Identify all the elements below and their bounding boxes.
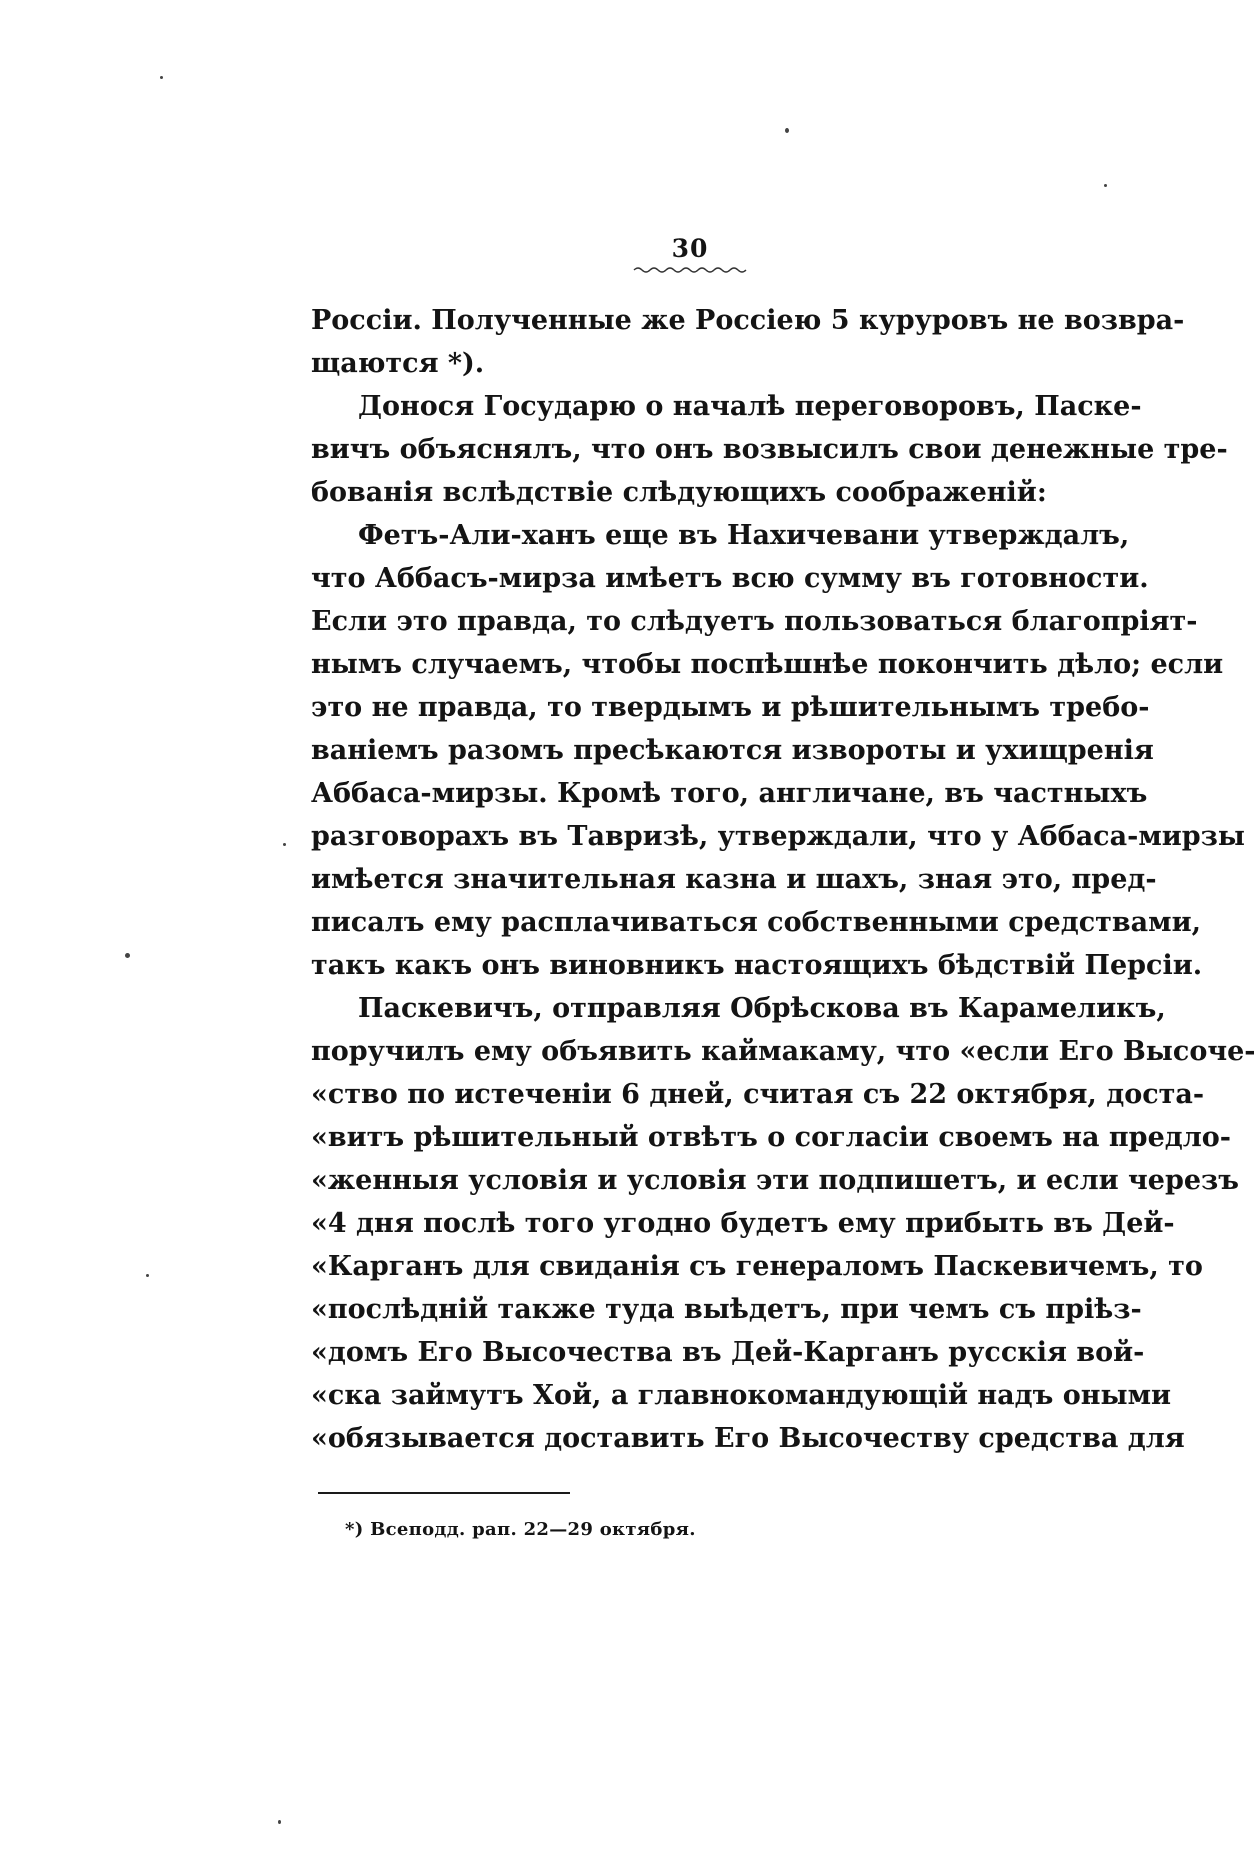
text-line-4: вичъ объяснялъ, что онъ возвысилъ свои денежные тре-: [311, 434, 1228, 465]
text-line-14: имѣется значительная казна и шахъ, зная это, пред-: [311, 864, 1157, 895]
scan-speck: [1104, 184, 1107, 187]
text-line-22: «4 дня послѣ того угодно будетъ ему прибыть въ Дей-: [311, 1208, 1175, 1239]
footnote-rule: [318, 1492, 570, 1494]
text-line-17: Паскевичъ, отправляя Обрѣскова въ Карамеликъ,: [358, 993, 1166, 1024]
footnote: *) Всеподд. рап. 22—29 октября.: [345, 1519, 696, 1540]
text-line-16: такъ какъ онъ виновникъ настоящихъ бѣдствій Персіи.: [311, 950, 1203, 981]
text-line-2: щаются *).: [311, 348, 485, 379]
scan-speck: [146, 1274, 149, 1277]
text-line-6: Фетъ-Али-ханъ еще въ Нахичевани утверждалъ,: [358, 520, 1130, 551]
text-line-18: поручилъ ему объявить каймакаму, что «если Его Высоче-: [311, 1036, 1255, 1067]
text-line-13: разговорахъ въ Тавризѣ, утверждали, что у Аббаса-мирзы: [311, 821, 1245, 852]
text-line-3: Донося Государю о началѣ переговоровъ, Паске-: [358, 391, 1142, 422]
text-line-8: Если это правда, то слѣдуетъ пользоваться благопріят-: [311, 606, 1198, 637]
text-line-20: «витъ рѣшительный отвѣтъ о согласіи своемъ на предло-: [311, 1122, 1231, 1153]
text-line-26: «ска займутъ Хой, а главнокомандующій надъ оными: [311, 1380, 1172, 1411]
text-line-9: нымъ случаемъ, чтобы поспѣшнѣе покончить дѣло; если: [311, 649, 1224, 680]
text-line-12: Аббаса-мирзы. Кромѣ того, англичане, въ частныхъ: [311, 778, 1148, 809]
text-line-15: писалъ ему расплачиваться собственными средствами,: [311, 907, 1202, 938]
text-line-7: что Аббасъ-мирза имѣетъ всю сумму въ готовности.: [311, 563, 1149, 594]
text-line-19: «ство по истеченіи 6 дней, считая съ 22 октября, доста-: [311, 1079, 1205, 1110]
text-line-10: это не правда, то твердымъ и рѣшительнымъ требо-: [311, 692, 1150, 723]
text-line-25: «домъ Его Высочества въ Дей-Карганъ русскія вой-: [311, 1337, 1145, 1368]
page-number: 30: [671, 234, 709, 263]
text-line-11: ваніемъ разомъ пресѣкаются извороты и ухищренія: [311, 735, 1154, 766]
text-line-23: «Карганъ для свиданія съ генераломъ Паскевичемъ, то: [311, 1251, 1203, 1282]
scan-speck: [283, 843, 286, 846]
text-line-1: Россіи. Полученные же Россіею 5 куруровъ не возвра-: [311, 305, 1185, 336]
text-line-24: «послѣдній также туда выѣдетъ, при чемъ съ пріѣз-: [311, 1294, 1142, 1325]
scan-speck: [785, 128, 789, 133]
scan-speck: [125, 953, 130, 958]
scan-speck: [160, 76, 163, 79]
page-number-ornament: [632, 266, 750, 274]
scan-speck: [278, 1820, 281, 1824]
text-line-5: бованія вслѣдствіе слѣдующихъ соображеній:: [311, 477, 1047, 508]
text-line-27: «обязывается доставить Его Высочеству средства для: [311, 1423, 1185, 1454]
text-line-21: «женныя условія и условія эти подпишетъ, и если черезъ: [311, 1165, 1239, 1196]
